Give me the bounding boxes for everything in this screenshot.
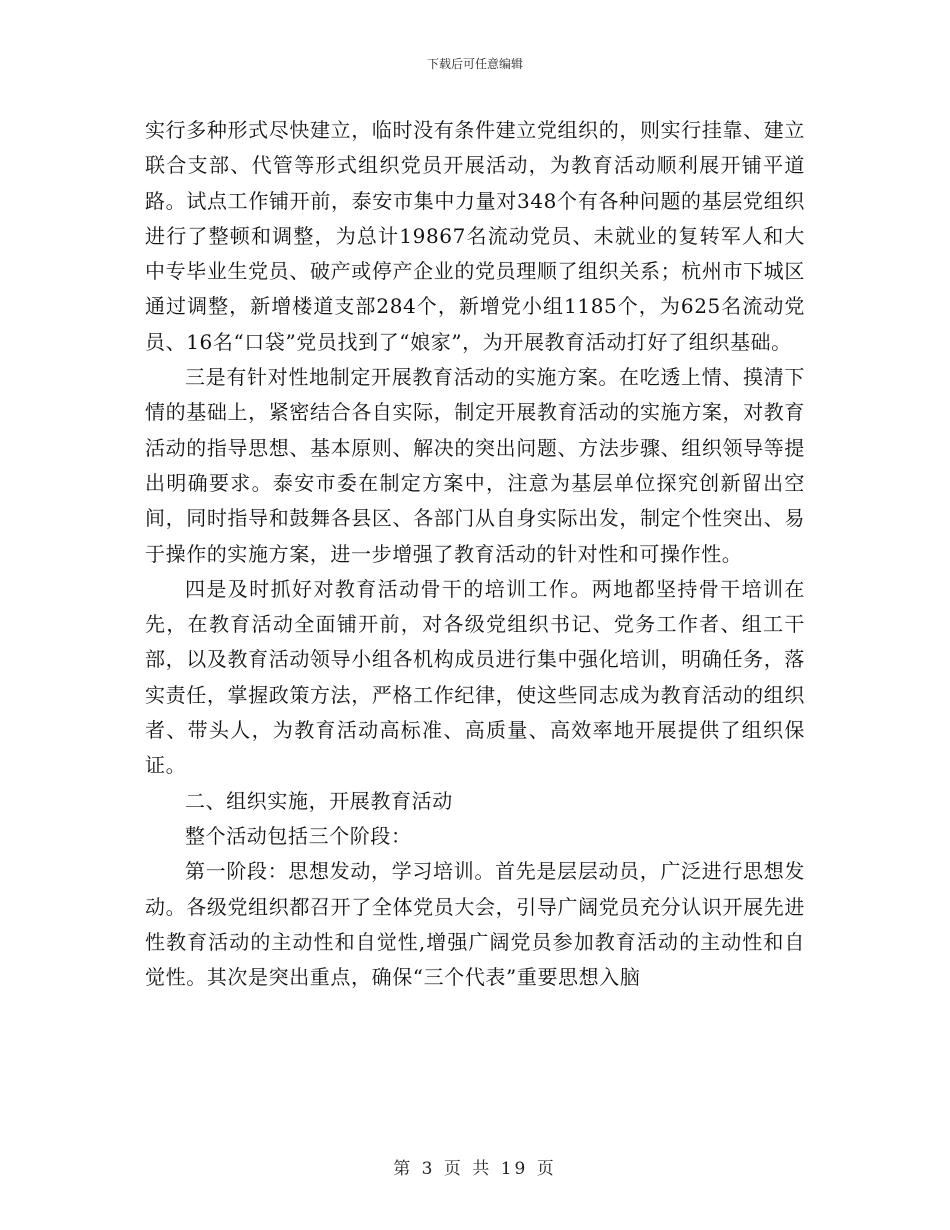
header-note: 下载后可任意编辑 [426,57,523,71]
paragraph: 第一阶段：思想发动，学习培训。首先是层层动员，广泛进行思想发动。各级党组织都召开了全体党员大会，引导广阔党员充分认识开展先进性教育活动的主动性和自觉性,增强广阔党员参加教育活动的主动性和自觉性。其次是突出重点，确保“三个代表”重要思想入脑 [145,859,805,990]
page-footer: 第 3 页 共 19 页 [393,1159,557,1179]
section-heading: 二、组织实施，开展教育活动 [185,788,453,813]
paragraph: 整个活动包括三个阶段： [185,823,412,848]
paragraph-continued: 实行多种形式尽快建立，临时没有条件建立党组织的，则实行挂靠、建立联合支部、代管等形式组织党员开展活动，为教育活动顺利展开铺平道路。试点工作铺开前，泰安市集中力量对348个有各种问题的基层党组织进行了整顿和调整，为总计19867名流动党员、未就业的复转军人和大中专毕业生党员、破产或停产企业的党员理顺了组织关系；杭州市下城区通过调整，新增楼道支部284个，新增党小组1185个，为625名流动党员、16名“口袋”党员找到了“娘家”，为开展教育活动打好了组织基础。 [145,118,805,354]
paragraph: 四是及时抓好对教育活动骨干的培训工作。两地都坚持骨干培训在先，在教育活动全面铺开前，对各级党组织书记、党务工作者、组工干部，以及教育活动领导小组各机构成员进行集中强化培训，明确任务，落实责任，掌握政策方法，严格工作纪律，使这些同志成为教育活动的组织者、带头人，为教育活动高标准、高质量、高效率地开展提供了组织保证。 [145,576,805,778]
paragraph: 三是有针对性地制定开展教育活动的实施方案。在吃透上情、摸清下情的基础上，紧密结合各自实际，制定开展教育活动的实施方案，对教育活动的指导思想、基本原则、解决的突出问题、方法步骤、组织领导等提出明确要求。泰安市委在制定方案中，注意为基层单位探究创新留出空间，同时指导和鼓舞各县区、各部门从自身实际出发，制定个性突出、易于操作的实施方案，进一步增强了教育活动的针对性和可操作性。 [145,365,805,566]
body-text [145,113,805,995]
